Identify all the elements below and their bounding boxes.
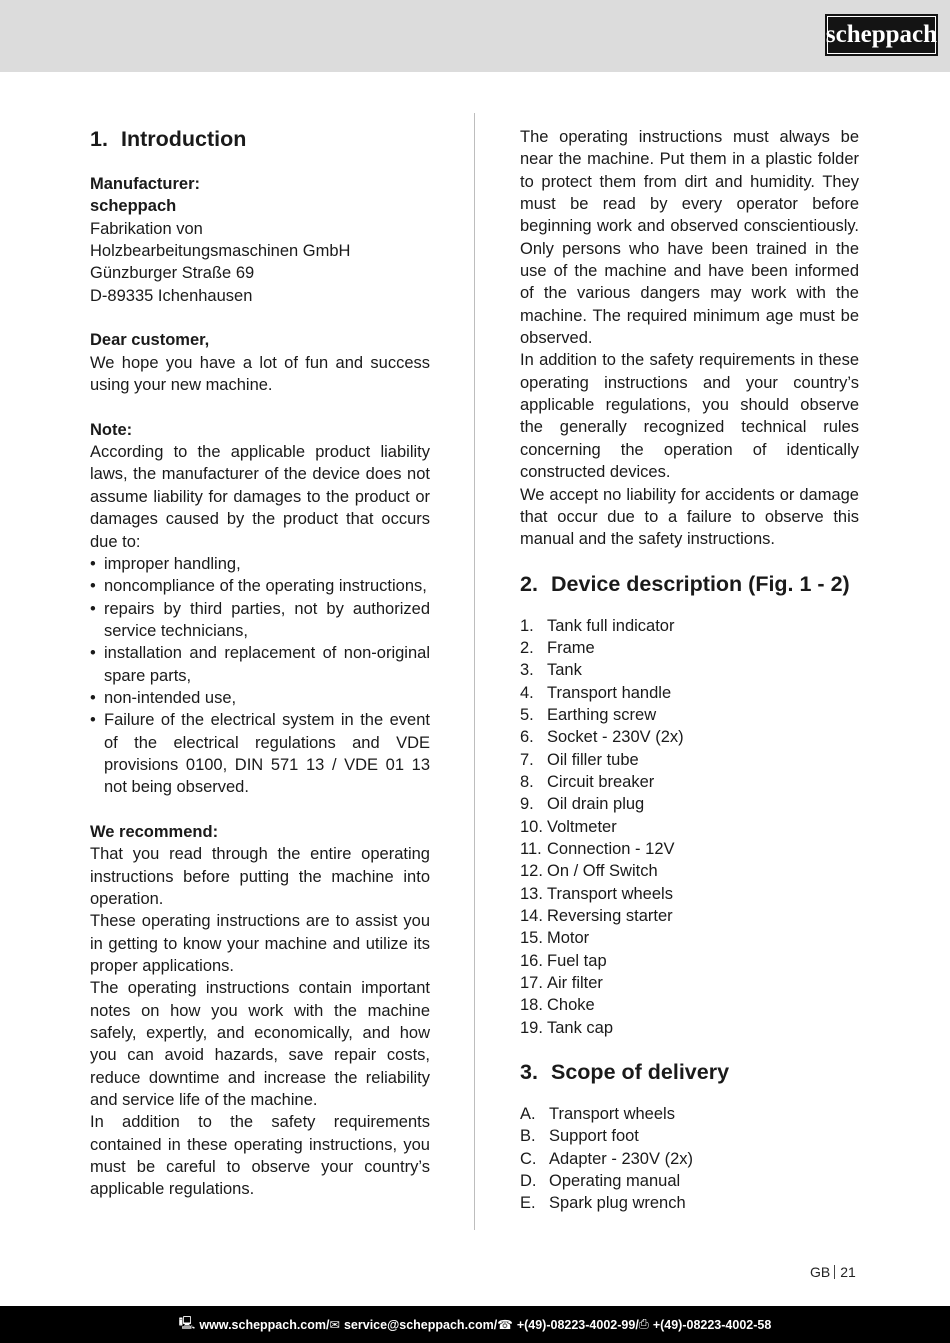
instructions-paragraph: In addition to the safety requirements in these operating instructions and your country’s applicable regulations, you should observe the generally recognized technical rules concerning the operation of identically constructed devices. <box>520 351 859 482</box>
list-item: • Failure of the electrical system in the event of the electrical regulations and VDE provisions 0100, DIN 571 13 / VDE 01 13 not being observed. <box>90 709 430 798</box>
email-link[interactable]: service@scheppach.com <box>343 1317 494 1332</box>
list-item-number: 3. <box>520 661 534 680</box>
list-item <box>520 771 859 793</box>
address-line: Günzburger Straße 69 <box>90 264 255 283</box>
liability-list <box>90 553 430 799</box>
list-item: • installation and replacement of non-original spare parts, <box>90 642 430 687</box>
list-item-label: Air filter <box>547 974 603 993</box>
list-item-number: 5. <box>520 705 534 724</box>
section-title: Scope of delivery <box>551 1060 730 1085</box>
list-item <box>520 637 859 659</box>
list-item <box>520 816 859 838</box>
list-item-label: Tank cap <box>547 1018 614 1037</box>
list-item-label: Tank <box>547 661 582 680</box>
recommend-label: We recommend: <box>90 822 219 841</box>
separator: / <box>635 1317 639 1332</box>
note-paragraph: According to the applicable product liability laws, the manufacturer of the device does not assume liability for damages to the product or damages caused by the product that occurs due to: <box>90 443 430 551</box>
left-column <box>90 126 430 1201</box>
website-link[interactable]: www.scheppach.com <box>199 1317 327 1332</box>
list-item <box>520 1103 859 1125</box>
section-1-heading <box>90 126 430 152</box>
list-item-label: Transport handle <box>547 683 672 702</box>
list-item-label: Choke <box>547 996 595 1015</box>
list-item <box>520 950 859 972</box>
list-item-number: 13. <box>520 884 543 903</box>
column-divider <box>474 113 475 1230</box>
list-item-number: 7. <box>520 750 534 769</box>
greeting-paragraph: We hope you have a lot of fun and success using your new machine. <box>90 353 430 395</box>
list-item <box>520 972 859 994</box>
separator: / <box>326 1317 330 1332</box>
list-item-label: Transport wheels <box>547 884 673 903</box>
list-item <box>520 682 859 704</box>
list-item-label: Oil filler tube <box>547 750 639 769</box>
list-item: • repairs by third parties, not by authorized service technicians, <box>90 598 430 643</box>
computer-icon: 🖳 <box>178 1316 196 1330</box>
list-item-number: 8. <box>520 772 534 791</box>
header-bar <box>0 0 950 72</box>
list-item <box>520 860 859 882</box>
section-title: Device description (Fig. 1 - 2) <box>551 571 850 596</box>
list-item-label: Oil drain plug <box>547 795 645 814</box>
list-item-label: Transport wheels <box>549 1105 675 1124</box>
list-item: • non-intended use, <box>90 687 430 709</box>
list-item-label: Voltmeter <box>547 817 617 836</box>
list-item <box>520 1170 859 1192</box>
recommend-paragraph: These operating instructions are to assist you in getting to know your machine and utilize its proper applications. <box>90 912 430 976</box>
list-item <box>520 838 859 860</box>
fax-icon: ⎙ <box>638 1317 649 1331</box>
list-item-label: Socket - 230V (2x) <box>547 728 684 747</box>
list-item-number: C. <box>520 1149 537 1168</box>
list-item-label: Circuit breaker <box>547 772 655 791</box>
separator: / <box>493 1317 498 1332</box>
email-icon: ✉ <box>329 1318 340 1332</box>
phone-number: +(49)-08223-4002-99 <box>516 1317 636 1332</box>
list-item-number: 10. <box>520 817 543 836</box>
instructions-paragraph: We accept no liability for accidents or damage that occur due to a failure to observe this manual and the safety instructions. <box>520 485 859 549</box>
list-item-number: 4. <box>520 683 534 702</box>
right-column <box>520 126 859 1215</box>
note-label: Note: <box>90 420 133 439</box>
list-item-label: On / Off Switch <box>547 862 658 881</box>
manufacturer-label: Manufacturer: <box>90 175 201 193</box>
list-item-number: 9. <box>520 795 534 814</box>
section-3-heading <box>520 1059 859 1085</box>
address-line: Holzbearbeitungsmaschinen GmbH <box>90 242 351 261</box>
address-line: D-89335 Ichenhausen <box>90 286 253 305</box>
list-item-label: Connection - 12V <box>547 839 675 858</box>
list-item <box>520 704 859 726</box>
list-item <box>520 1192 859 1214</box>
list-item <box>520 1125 859 1147</box>
list-item <box>520 905 859 927</box>
list-item-number: B. <box>520 1127 536 1146</box>
list-item-number: 12. <box>520 862 543 881</box>
list-item <box>520 883 859 905</box>
list-item-label: Motor <box>547 929 590 948</box>
list-item <box>520 726 859 748</box>
list-item <box>520 615 859 637</box>
list-item-label: Earthing screw <box>547 705 657 724</box>
recommend-paragraph: In addition to the safety requirements contained in these operating instructions, you must be careful to observe your country’s applicable regulations. <box>90 1113 430 1199</box>
list-item <box>520 659 859 681</box>
fax-number: +(49)-08223-4002-58 <box>652 1317 772 1332</box>
list-item-label: Tank full indicator <box>547 616 675 635</box>
page-number <box>810 1264 856 1280</box>
list-item-number: 18. <box>520 996 543 1015</box>
section-number: 1. <box>90 127 108 151</box>
device-parts-list <box>520 615 859 1040</box>
address-line: Fabrikation von <box>90 219 203 238</box>
phone-icon: ☎ <box>497 1318 513 1332</box>
list-item-number: 11. <box>520 839 542 858</box>
list-item <box>520 793 859 815</box>
list-item-number: D. <box>520 1172 537 1191</box>
list-item-number: 2. <box>520 638 534 657</box>
brand-name: scheppach <box>90 197 177 216</box>
list-item-number: 19. <box>520 1018 543 1037</box>
list-item-label: Operating manual <box>549 1172 681 1191</box>
section-number: 2. <box>520 571 538 596</box>
list-item-number: 17. <box>520 974 543 993</box>
recommend-paragraph: That you read through the entire operating instructions before putting the machine into operation. <box>90 845 430 908</box>
instructions-paragraph: The operating instructions must always be near the machine. Put them in a plastic folder to protect them from dirt and humidity. They must be read by every operator before beginning work and observed conscientiously. Only persons who have been trained in the use of the machine and have been informed of the various dangers may work with the machine. The required minimum age must be observed. <box>520 128 859 348</box>
list-item <box>520 1148 859 1170</box>
list-item-number: E. <box>520 1194 536 1213</box>
list-item-label: Adapter - 230V (2x) <box>549 1149 693 1168</box>
list-item: • noncompliance of the operating instructions, <box>90 575 430 597</box>
recommend-paragraph: The operating instructions contain important notes on how you work with the machine safely, expertly, and economically, and how you can avoid hazards, save repair costs, reduce downtime and increase the reliability and service life of the machine. <box>90 979 430 1110</box>
dear-customer-label: Dear customer, <box>90 331 210 350</box>
footer-bar <box>0 1306 950 1343</box>
list-item-label: Reversing starter <box>547 907 673 925</box>
list-item-number: 14. <box>520 907 543 925</box>
list-item-number: A. <box>520 1105 536 1124</box>
list-item-label: Fuel tap <box>547 951 607 970</box>
section-title: Introduction <box>121 127 247 151</box>
scheppach-logo: scheppach <box>825 14 938 56</box>
section-2-heading <box>520 571 859 597</box>
list-item-number: 16. <box>520 951 543 970</box>
delivery-list <box>520 1103 859 1215</box>
list-item-number: 6. <box>520 728 534 747</box>
list-item-number: 1. <box>520 616 534 635</box>
list-item-label: Frame <box>547 638 595 657</box>
list-item-number: 15. <box>520 929 543 948</box>
list-item <box>520 994 859 1016</box>
list-item <box>520 1017 859 1039</box>
list-item <box>520 749 859 771</box>
list-item <box>520 927 859 949</box>
language-code: GB <box>810 1264 831 1280</box>
list-item: • improper handling, <box>90 553 430 575</box>
list-item-label: Support foot <box>549 1127 639 1146</box>
list-item-label: Spark plug wrench <box>549 1194 686 1213</box>
section-number: 3. <box>520 1060 538 1085</box>
page-number-value: 21 <box>840 1264 856 1280</box>
